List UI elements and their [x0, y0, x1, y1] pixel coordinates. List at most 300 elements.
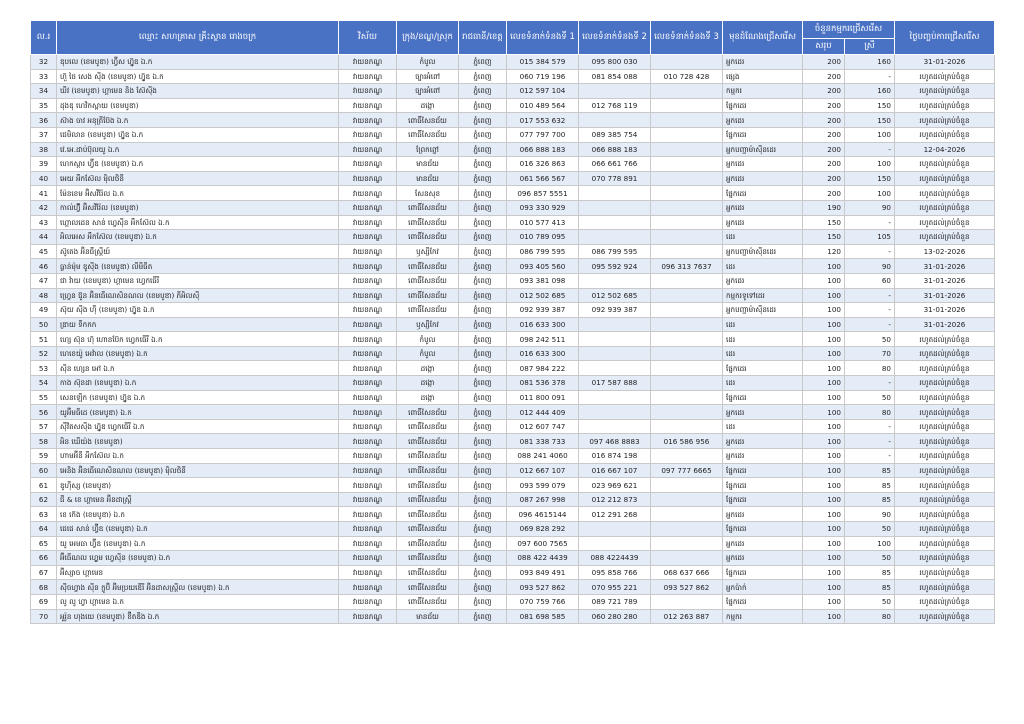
- cell-sector: វាយនភណ្ឌ: [339, 55, 397, 70]
- cell-district: ពោធិ៍សែនជ័យ: [397, 419, 459, 434]
- cell-phone-1: 061 566 567: [507, 171, 579, 186]
- cell-phone-1: 070 759 766: [507, 594, 579, 609]
- cell-phone-2: 070 778 891: [579, 171, 651, 186]
- cell-company: អ៊ីស្សាច ហ្គាមេន: [57, 565, 339, 580]
- cell-total: 200: [803, 98, 845, 113]
- cell-province: ភ្នំពេញ: [459, 113, 507, 128]
- cell-female: 150: [845, 171, 895, 186]
- cell-district: ពោធិ៍សែនជ័យ: [397, 594, 459, 609]
- cell-phone-1: 088 422 4439: [507, 551, 579, 566]
- cell-phone-3: [651, 449, 723, 464]
- cell-no: 35: [31, 98, 57, 113]
- cell-company: ហេខេយ៉ូ អេវ៉ាល (ខេមបូឌា) ឯ.ក: [57, 346, 339, 361]
- cell-phone-2: 066 661 766: [579, 157, 651, 172]
- table-row: [31, 390, 995, 405]
- cell-deadline: រហូតដល់គ្រប់ចំនួន: [895, 230, 995, 245]
- recruitment-table-page: [30, 20, 994, 624]
- cell-phone-1: 011 800 091: [507, 390, 579, 405]
- cell-company: ធ្លាន់ម៉ុម ឌូស៊ីង (ខេមបូឌា) លីមីធីត: [57, 259, 339, 274]
- table-row: [31, 580, 995, 595]
- cell-no: 52: [31, 346, 57, 361]
- cell-district: ដង្កោ: [397, 98, 459, 113]
- cell-province: ភ្នំពេញ: [459, 332, 507, 347]
- cell-no: 56: [31, 405, 57, 420]
- cell-sector: វាយនភណ្ឌ: [339, 171, 397, 186]
- cell-company: អ៊ីធើណល ហ្វ្លេម ហ្វេស៊ីន (ខេមបូឌា) ឯ.ក: [57, 551, 339, 566]
- cell-female: 85: [845, 492, 895, 507]
- table-body: [31, 55, 995, 624]
- cell-sector: វាយនភណ្ឌ: [339, 419, 397, 434]
- recruitment-table: [30, 20, 995, 624]
- cell-phone-1: 093 405 560: [507, 259, 579, 274]
- cell-deadline: រហូតដល់គ្រប់ចំនួន: [895, 171, 995, 186]
- cell-deadline: រហូតដល់គ្រប់ចំនួន: [895, 565, 995, 580]
- cell-no: 36: [31, 113, 57, 128]
- cell-province: ភ្នំពេញ: [459, 55, 507, 70]
- cell-total: 200: [803, 186, 845, 201]
- cell-phone-2: [579, 361, 651, 376]
- cell-district: ពោធិ៍សែនជ័យ: [397, 200, 459, 215]
- cell-total: 100: [803, 594, 845, 609]
- cell-total: 150: [803, 230, 845, 245]
- cell-female: 85: [845, 565, 895, 580]
- cell-district: ពោធិ៍សែនជ័យ: [397, 551, 459, 566]
- table-row: [31, 478, 995, 493]
- cell-province: ភ្នំពេញ: [459, 303, 507, 318]
- cell-phone-3: [651, 171, 723, 186]
- cell-company: ស៊ាង ចាវ អនុត្រីប៊ែង ឯ.ក: [57, 113, 339, 128]
- cell-phone-1: 010 489 564: [507, 98, 579, 113]
- cell-phone-2: 012 768 119: [579, 98, 651, 113]
- cell-phone-3: [651, 142, 723, 157]
- cell-position: ដេរ: [723, 259, 803, 274]
- cell-position: ផ្នែកដេរ: [723, 565, 803, 580]
- cell-district: ច្បារអំពៅ: [397, 84, 459, 99]
- cell-no: 58: [31, 434, 57, 449]
- cell-sector: វាយនភណ្ឌ: [339, 361, 397, 376]
- cell-district: សែនសុខ: [397, 186, 459, 201]
- cell-phone-2: [579, 346, 651, 361]
- cell-company: ហេកស្តារ ហ្វ៊ីឌ (ខេមបូឌា) ឯ.ក: [57, 157, 339, 172]
- cell-deadline: រហូតដល់គ្រប់ចំនួន: [895, 419, 995, 434]
- table-row: [31, 171, 995, 186]
- cell-sector: វាយនភណ្ឌ: [339, 157, 397, 172]
- cell-female: -: [845, 69, 895, 84]
- cell-company: ឌូហ៊ីស្ស (ខេមបូឌា): [57, 478, 339, 493]
- cell-total: 100: [803, 609, 845, 624]
- cell-no: 59: [31, 449, 57, 464]
- cell-deadline: រហូតដល់គ្រប់ចំនួន: [895, 186, 995, 201]
- cell-province: ភ្នំពេញ: [459, 478, 507, 493]
- cell-sector: វាយនភណ្ឌ: [339, 259, 397, 274]
- cell-district: ដង្កោ: [397, 376, 459, 391]
- cell-female: 50: [845, 332, 895, 347]
- cell-no: 49: [31, 303, 57, 318]
- cell-district: មានជ័យ: [397, 157, 459, 172]
- cell-phone-2: [579, 522, 651, 537]
- cell-total: 100: [803, 405, 845, 420]
- cell-no: 39: [31, 157, 57, 172]
- cell-district: ឫស្សីកែវ: [397, 317, 459, 332]
- cell-total: 200: [803, 69, 845, 84]
- cell-female: 150: [845, 98, 895, 113]
- cell-company: អិលអេស អឹកស៊ែល (ខេមបូឌា) ឯ.ក: [57, 230, 339, 245]
- cell-sector: វាយនភណ្ឌ: [339, 346, 397, 361]
- cell-phone-3: [651, 419, 723, 434]
- table-row: [31, 609, 995, 624]
- table-row: [31, 84, 995, 99]
- cell-deadline: 31-01-2026: [895, 303, 995, 318]
- cell-female: 90: [845, 507, 895, 522]
- cell-phone-1: 015 384 579: [507, 55, 579, 70]
- cell-district: ដង្កោ: [397, 390, 459, 405]
- cell-deadline: រហូតដល់គ្រប់ចំនួន: [895, 346, 995, 361]
- cell-total: 100: [803, 478, 845, 493]
- cell-female: -: [845, 317, 895, 332]
- cell-no: 41: [31, 186, 57, 201]
- cell-no: 37: [31, 127, 57, 142]
- cell-phone-2: [579, 536, 651, 551]
- table-row: [31, 449, 995, 464]
- cell-phone-2: 012 212 873: [579, 492, 651, 507]
- cell-position: អ្នកដេរ: [723, 536, 803, 551]
- cell-phone-2: 060 280 280: [579, 609, 651, 624]
- cell-deadline: រហូតដល់គ្រប់ចំនួន: [895, 113, 995, 128]
- table-row: [31, 376, 995, 391]
- cell-phone-2: 017 587 888: [579, 376, 651, 391]
- header-phone-3: លេខទំនាក់ទំនងទី 3: [651, 21, 723, 55]
- cell-position: អ្នកដេរ: [723, 215, 803, 230]
- cell-phone-1: 087 267 998: [507, 492, 579, 507]
- cell-phone-2: 089 721 789: [579, 594, 651, 609]
- cell-phone-3: 016 586 956: [651, 434, 723, 449]
- cell-phone-2: [579, 332, 651, 347]
- cell-sector: វាយនភណ្ឌ: [339, 449, 397, 464]
- cell-phone-2: 088 4224439: [579, 551, 651, 566]
- cell-no: 61: [31, 478, 57, 493]
- cell-position: អ្នកដេរ: [723, 507, 803, 522]
- cell-no: 62: [31, 492, 57, 507]
- cell-position: អ្នកដេរ: [723, 405, 803, 420]
- cell-company: អូរ៉ូន ហុងយេ (ខេមបូឌា) ខ៊ីតឌីង ឯ.ក: [57, 609, 339, 624]
- cell-deadline: រហូតដល់គ្រប់ចំនួន: [895, 361, 995, 376]
- cell-female: 50: [845, 551, 895, 566]
- cell-province: ភ្នំពេញ: [459, 405, 507, 420]
- cell-sector: វាយនភណ្ឌ: [339, 376, 397, 391]
- cell-province: ភ្នំពេញ: [459, 376, 507, 391]
- cell-phone-1: 069 828 292: [507, 522, 579, 537]
- cell-position: កម្មករ: [723, 84, 803, 99]
- cell-phone-1: 092 939 387: [507, 303, 579, 318]
- table-row: [31, 200, 995, 215]
- cell-phone-2: 081 854 088: [579, 69, 651, 84]
- cell-sector: វាយនភណ្ឌ: [339, 536, 397, 551]
- cell-deadline: 31-01-2026: [895, 55, 995, 70]
- cell-no: 54: [31, 376, 57, 391]
- cell-total: 200: [803, 157, 845, 172]
- cell-company: វេ.អេ.ដាប់ប៊ុលយូ ឯ.ក: [57, 142, 339, 157]
- cell-position: ផ្នែកដេរ: [723, 463, 803, 478]
- cell-company: ឌុបលេ (ខេមបូឌា) ហ្វ៊ីស ហ្វ៊ូឌ ឯ.ក: [57, 55, 339, 70]
- cell-province: ភ្នំពេញ: [459, 565, 507, 580]
- cell-female: 50: [845, 522, 895, 537]
- cell-phone-1: 010 789 095: [507, 230, 579, 245]
- cell-phone-2: 066 888 183: [579, 142, 651, 157]
- table-row: [31, 565, 995, 580]
- header-company: ឈ្មោះ សហគ្រាស គ្រឹះស្ថាន រោងចក្រ: [57, 21, 339, 55]
- table-row: [31, 303, 995, 318]
- cell-district: ពោធិ៍សែនជ័យ: [397, 522, 459, 537]
- table-row: [31, 594, 995, 609]
- cell-district: ពោធិ៍សែនជ័យ: [397, 580, 459, 595]
- cell-district: ច្បារអំពៅ: [397, 69, 459, 84]
- cell-company: ឌ្រាយ ទឹកកក: [57, 317, 339, 332]
- cell-district: ពោធិ៍សែនជ័យ: [397, 288, 459, 303]
- cell-sector: វាយនភណ្ឌ: [339, 244, 397, 259]
- cell-district: មានជ័យ: [397, 171, 459, 186]
- cell-female: 100: [845, 536, 895, 551]
- cell-no: 46: [31, 259, 57, 274]
- cell-company: ជា វ៉ាយ (ខេមបូឌា) ហ្គាមេន ហ្វេកធើរី: [57, 273, 339, 288]
- cell-company: អិន ឃើយ៉ង (ខេមបូឌា): [57, 434, 339, 449]
- cell-district: ពោធិ៍សែនជ័យ: [397, 113, 459, 128]
- cell-position: អ្នកដេរ: [723, 434, 803, 449]
- cell-no: 55: [31, 390, 57, 405]
- cell-sector: វាយនភណ្ឌ: [339, 230, 397, 245]
- cell-phone-1: 012 502 685: [507, 288, 579, 303]
- cell-sector: វាយនភណ្ឌ: [339, 390, 397, 405]
- cell-district: ពោធិ៍សែនជ័យ: [397, 273, 459, 288]
- cell-phone-3: [651, 55, 723, 70]
- cell-deadline: 31-01-2026: [895, 288, 995, 303]
- cell-no: 70: [31, 609, 57, 624]
- cell-district: ព្រែកព្នៅ: [397, 142, 459, 157]
- header-phone-2: លេខទំនាក់ទំនងទី 2: [579, 21, 651, 55]
- cell-sector: វាយនភណ្ឌ: [339, 303, 397, 318]
- header-position: មុខដំណែងជ្រើសរើស: [723, 21, 803, 55]
- cell-phone-3: 093 527 862: [651, 580, 723, 595]
- cell-total: 100: [803, 580, 845, 595]
- cell-no: 64: [31, 522, 57, 537]
- cell-position: អ្នកដេរ: [723, 55, 803, 70]
- cell-position: ផ្នែកដេរ: [723, 478, 803, 493]
- cell-sector: វាយនភណ្ឌ: [339, 478, 397, 493]
- cell-province: ភ្នំពេញ: [459, 127, 507, 142]
- cell-female: -: [845, 449, 895, 464]
- header-deadline: ថ្ងៃបញ្ចប់ការជ្រើសរើស: [895, 21, 995, 55]
- cell-company: កាង ស៊ុនដា (ខេមបូឌា) ឯ.ក: [57, 376, 339, 391]
- cell-phone-2: 023 969 621: [579, 478, 651, 493]
- cell-phone-1: 012 444 409: [507, 405, 579, 420]
- cell-deadline: 31-01-2026: [895, 273, 995, 288]
- cell-position: ផ្សេង: [723, 69, 803, 84]
- cell-phone-2: [579, 419, 651, 434]
- cell-female: 80: [845, 405, 895, 420]
- cell-phone-2: 016 874 198: [579, 449, 651, 464]
- cell-company: ស៊ីវិតសស៊ីង ហ្វ៊ូឌ ហ្វេកធើរី ឯ.ក: [57, 419, 339, 434]
- cell-province: ភ្នំពេញ: [459, 215, 507, 230]
- cell-phone-1: 012 667 107: [507, 463, 579, 478]
- cell-province: ភ្នំពេញ: [459, 230, 507, 245]
- table-row: [31, 405, 995, 420]
- cell-phone-3: [651, 186, 723, 201]
- table-row: [31, 55, 995, 70]
- cell-district: ពោធិ៍សែនជ័យ: [397, 463, 459, 478]
- table-row: [31, 419, 995, 434]
- cell-position: អ្នកបញ្ជាម៉ាស៊ីនដេរ: [723, 244, 803, 259]
- cell-female: 100: [845, 186, 895, 201]
- cell-phone-3: [651, 113, 723, 128]
- cell-sector: វាយនភណ្ឌ: [339, 405, 397, 420]
- cell-district: កំបូល: [397, 332, 459, 347]
- cell-position: អ្នកដេរ: [723, 273, 803, 288]
- cell-phone-2: 095 800 030: [579, 55, 651, 70]
- cell-phone-2: 092 939 387: [579, 303, 651, 318]
- cell-female: -: [845, 288, 895, 303]
- cell-phone-2: 016 667 107: [579, 463, 651, 478]
- cell-deadline: រហូតដល់គ្រប់ចំនួន: [895, 215, 995, 230]
- cell-total: 100: [803, 507, 845, 522]
- cell-female: 150: [845, 113, 895, 128]
- cell-position: អ្នកដេរ: [723, 157, 803, 172]
- cell-phone-2: 086 799 595: [579, 244, 651, 259]
- table-row: [31, 361, 995, 376]
- cell-no: 57: [31, 419, 57, 434]
- cell-position: ផ្នែកដេរ: [723, 390, 803, 405]
- cell-phone-2: [579, 273, 651, 288]
- cell-female: -: [845, 244, 895, 259]
- cell-company: យូអ៊ីមធីដេ (ខេមបូឌា) ឯ.ក: [57, 405, 339, 420]
- cell-female: 160: [845, 55, 895, 70]
- cell-sector: វាយនភណ្ឌ: [339, 273, 397, 288]
- cell-phone-2: [579, 113, 651, 128]
- cell-province: ភ្នំពេញ: [459, 200, 507, 215]
- cell-company: សេនឡើក (ខេមបូឌា) ហ្វ៊ូឌ ឯ.ក: [57, 390, 339, 405]
- cell-deadline: 12-04-2026: [895, 142, 995, 157]
- header-phone-1: លេខទំនាក់ទំនងទី 1: [507, 21, 579, 55]
- cell-phone-3: [651, 551, 723, 566]
- cell-deadline: 13-02-2026: [895, 244, 995, 259]
- cell-sector: វាយនភណ្ឌ: [339, 186, 397, 201]
- cell-no: 60: [31, 463, 57, 478]
- cell-phone-3: [651, 405, 723, 420]
- cell-phone-2: [579, 215, 651, 230]
- cell-position: ដេរ: [723, 317, 803, 332]
- cell-deadline: រហូតដល់គ្រប់ចំនួន: [895, 594, 995, 609]
- cell-total: 100: [803, 419, 845, 434]
- cell-female: 160: [845, 84, 895, 99]
- cell-phone-1: 016 633 300: [507, 346, 579, 361]
- cell-phone-1: 066 888 183: [507, 142, 579, 157]
- cell-company: ហ្វ្រេន ជ៊ូន អ៊ិនធើណេសិនណល (ខេមបូឌា) ភីអិលស៊ី: [57, 288, 339, 303]
- cell-female: -: [845, 303, 895, 318]
- cell-no: 34: [31, 84, 57, 99]
- table-row: [31, 332, 995, 347]
- cell-phone-1: 087 984 222: [507, 361, 579, 376]
- cell-phone-2: 012 291 268: [579, 507, 651, 522]
- cell-female: 85: [845, 478, 895, 493]
- cell-province: ភ្នំពេញ: [459, 419, 507, 434]
- cell-district: ពោធិ៍សែនជ័យ: [397, 449, 459, 464]
- cell-district: ដង្កោ: [397, 361, 459, 376]
- cell-phone-3: [651, 303, 723, 318]
- cell-female: 90: [845, 259, 895, 274]
- cell-deadline: រហូតដល់គ្រប់ចំនួន: [895, 492, 995, 507]
- cell-total: 200: [803, 171, 845, 186]
- cell-female: 100: [845, 127, 895, 142]
- cell-company: ដុងឌុ ហេវិកស្ពាយ (ខេមបូឌា): [57, 98, 339, 113]
- cell-female: -: [845, 142, 895, 157]
- cell-total: 100: [803, 565, 845, 580]
- table-row: [31, 551, 995, 566]
- cell-position: ផ្នែកដេរ: [723, 361, 803, 376]
- cell-phone-2: 097 468 8883: [579, 434, 651, 449]
- cell-phone-2: 095 858 766: [579, 565, 651, 580]
- cell-company: អេយ អឹកស៊ែល ម៉ិលថិនី: [57, 171, 339, 186]
- cell-sector: វាយនភណ្ឌ: [339, 317, 397, 332]
- cell-total: 100: [803, 303, 845, 318]
- cell-no: 38: [31, 142, 57, 157]
- cell-phone-3: 012 263 887: [651, 609, 723, 624]
- table-row: [31, 507, 995, 522]
- cell-phone-1: 012 597 104: [507, 84, 579, 99]
- header-no: ល.រ: [31, 21, 57, 55]
- cell-phone-1: 081 698 585: [507, 609, 579, 624]
- cell-deadline: រហូតដល់គ្រប់ចំនួន: [895, 69, 995, 84]
- cell-position: អ្នកប៉ាក់: [723, 580, 803, 595]
- cell-deadline: រហូតដល់គ្រប់ចំនួន: [895, 84, 995, 99]
- cell-no: 48: [31, 288, 57, 303]
- cell-company: ម៉ែនខេម អ៊ិសវីរ៉ែល ឯ.ក: [57, 186, 339, 201]
- cell-deadline: រហូតដល់គ្រប់ចំនួន: [895, 507, 995, 522]
- cell-phone-3: [651, 215, 723, 230]
- cell-phone-1: 077 797 700: [507, 127, 579, 142]
- cell-district: ពោធិ៍សែនជ័យ: [397, 478, 459, 493]
- cell-phone-1: 017 553 632: [507, 113, 579, 128]
- cell-female: -: [845, 215, 895, 230]
- cell-total: 100: [803, 273, 845, 288]
- cell-province: ភ្នំពេញ: [459, 463, 507, 478]
- cell-province: ភ្នំពេញ: [459, 449, 507, 464]
- cell-phone-1: 016 326 863: [507, 157, 579, 172]
- cell-phone-3: [651, 376, 723, 391]
- cell-phone-3: [651, 288, 723, 303]
- cell-province: ភ្នំពេញ: [459, 434, 507, 449]
- cell-province: ភ្នំពេញ: [459, 346, 507, 361]
- cell-deadline: រហូតដល់គ្រប់ចំនួន: [895, 551, 995, 566]
- cell-no: 32: [31, 55, 57, 70]
- cell-district: ពោធិ៍សែនជ័យ: [397, 259, 459, 274]
- cell-total: 100: [803, 317, 845, 332]
- cell-province: ភ្នំពេញ: [459, 522, 507, 537]
- table-row: [31, 98, 995, 113]
- cell-company: ស៊ីចហ្វាង ស៊ីន ក្លូប៊ិ អ៊ិមប្រយឌើរី អ៊ិនដាសស្ត្រីល (ខេមបូឌា) ឯ.ក: [57, 580, 339, 595]
- cell-position: កម្មករ: [723, 609, 803, 624]
- cell-phone-3: [651, 390, 723, 405]
- cell-company: ជេជេ សាន់ ហ្វ៊ីឌ (ខេមបូឌា) ឯ.ក: [57, 522, 339, 537]
- cell-phone-1: 086 799 595: [507, 244, 579, 259]
- cell-phone-3: 068 637 666: [651, 565, 723, 580]
- cell-position: ដេរ: [723, 376, 803, 391]
- cell-phone-2: 070 955 221: [579, 580, 651, 595]
- cell-district: កំបូល: [397, 346, 459, 361]
- table-row: [31, 463, 995, 478]
- cell-province: ភ្នំពេញ: [459, 259, 507, 274]
- cell-no: 51: [31, 332, 57, 347]
- cell-phone-3: [651, 98, 723, 113]
- cell-total: 200: [803, 127, 845, 142]
- cell-deadline: រហូតដល់គ្រប់ចំនួន: [895, 536, 995, 551]
